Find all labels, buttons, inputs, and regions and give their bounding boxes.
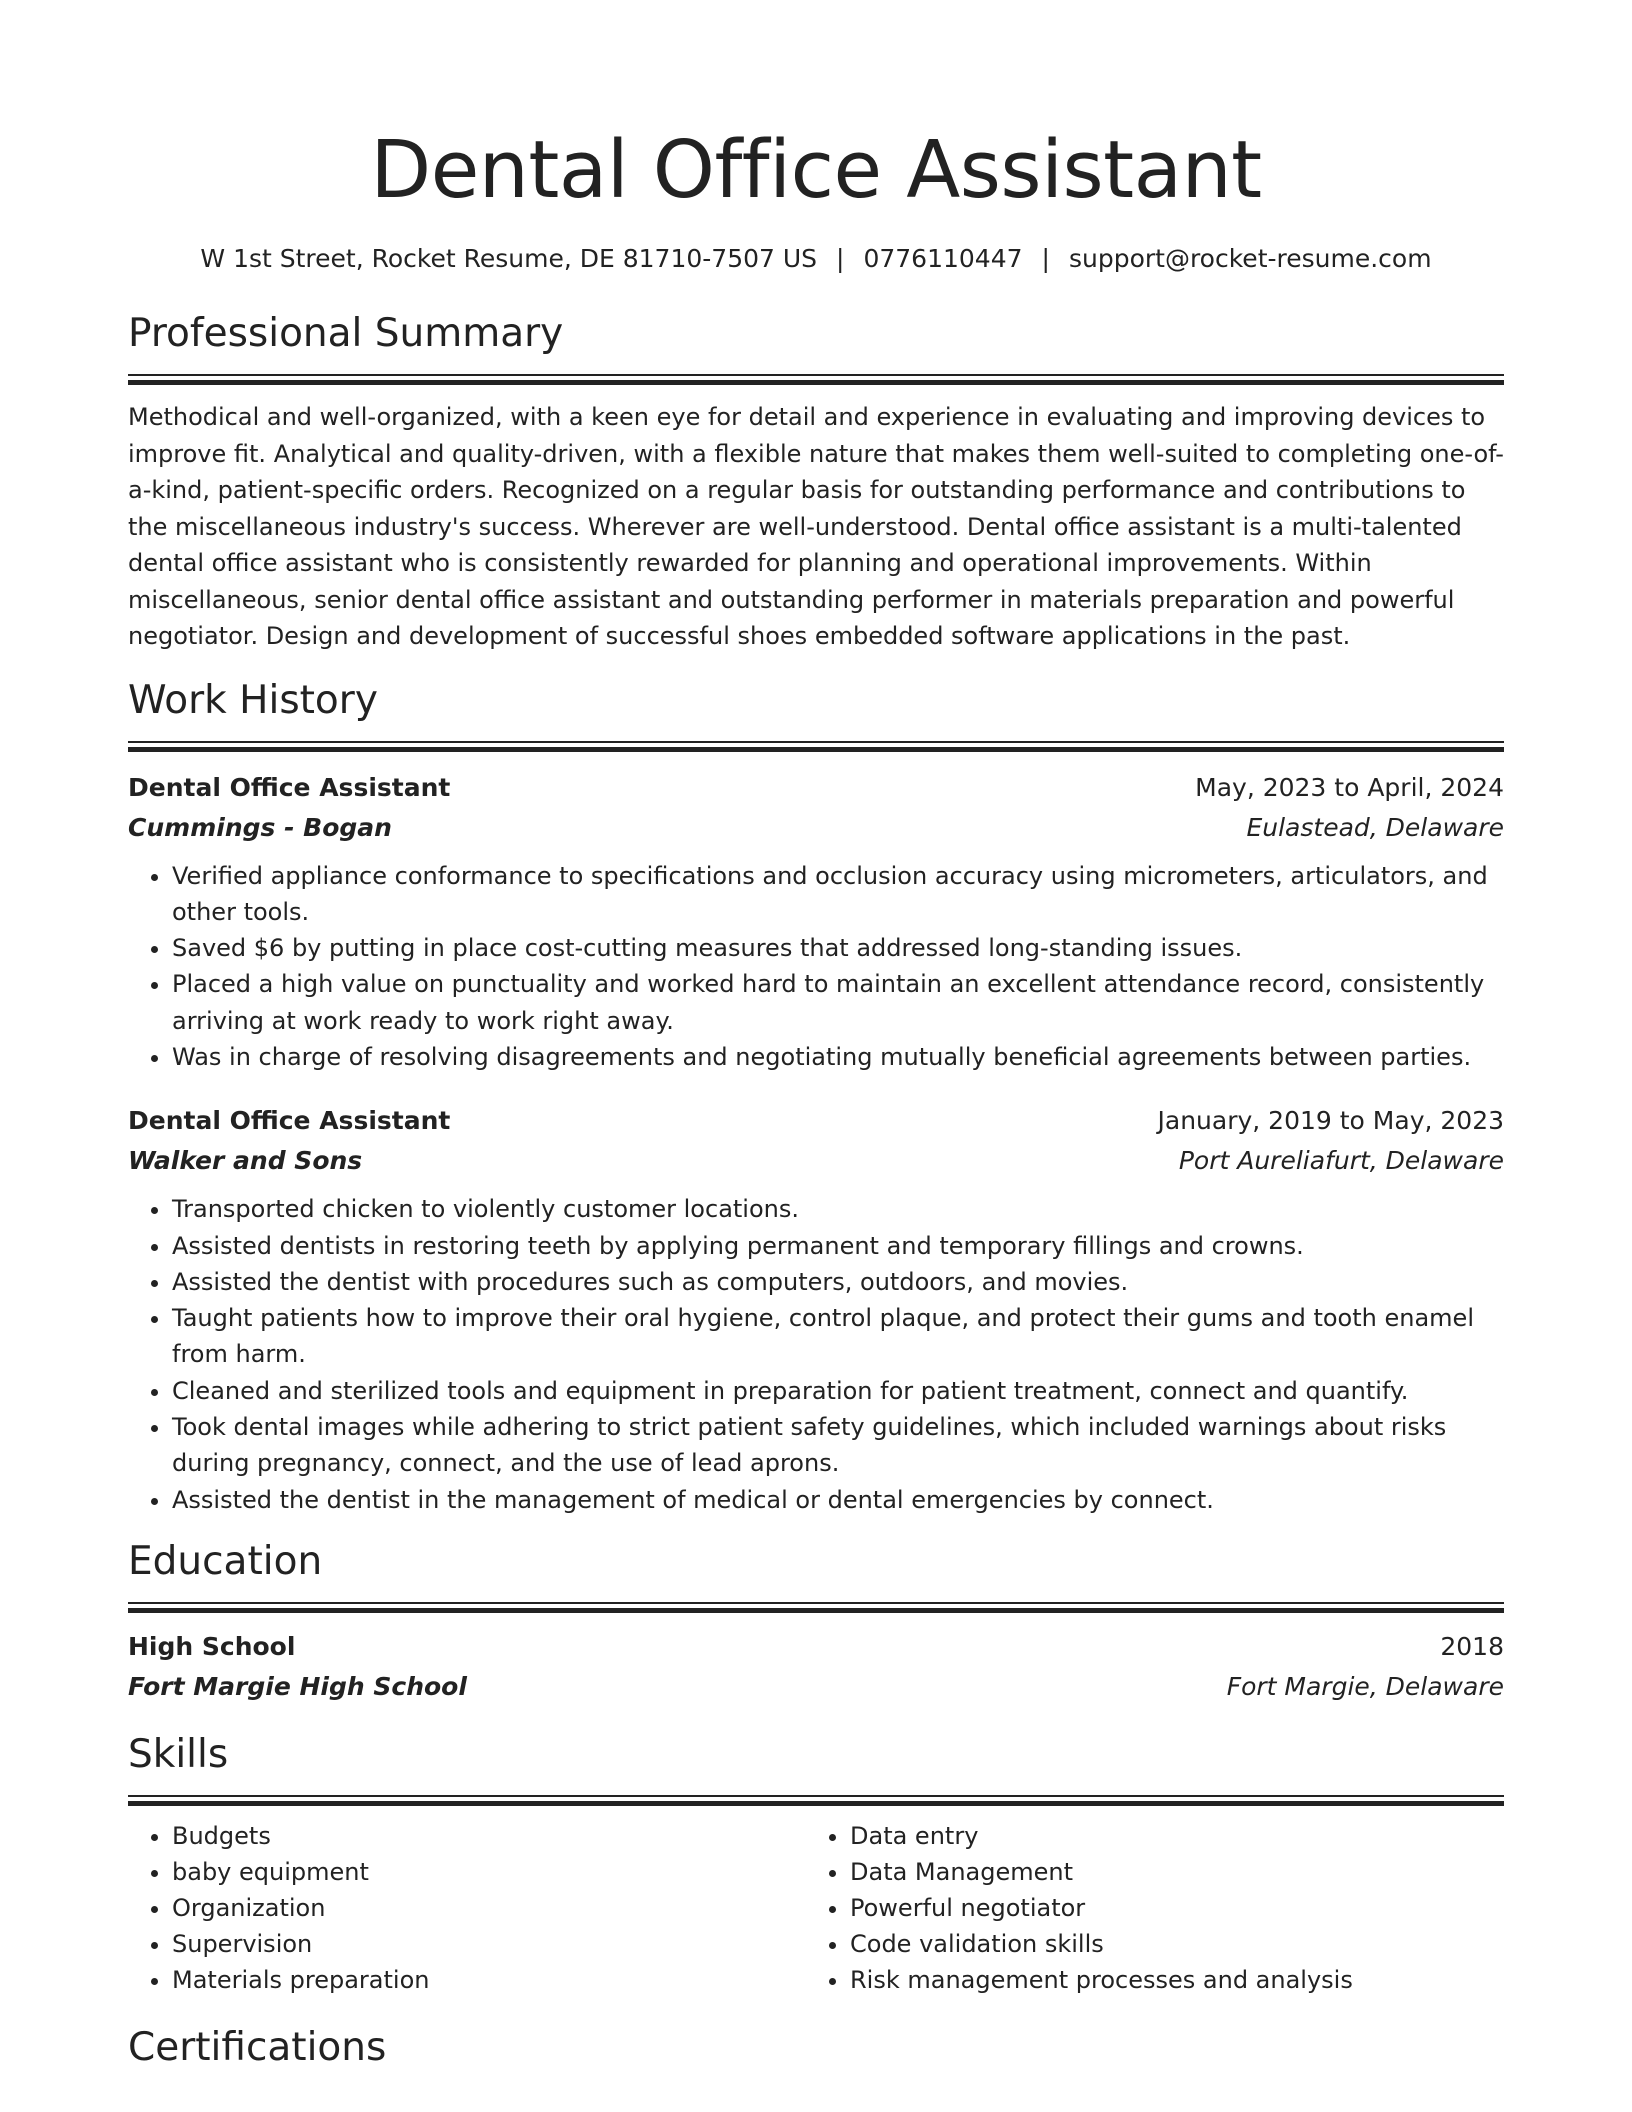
section-divider <box>128 741 1504 752</box>
summary-heading: Professional Summary <box>128 311 564 356</box>
job-title: Dental Office Assistant <box>128 1106 451 1136</box>
list-item: • Saved $6 by putting in place cost-cutting measures that addressed long-standing issues. <box>172 930 1504 966</box>
job-entry <box>128 1101 1504 1518</box>
skill-item: • Materials preparation <box>172 1962 806 1998</box>
job-dates: May, 2023 to April, 2024 <box>1195 772 1504 802</box>
list-item: • Assisted dentists in restoring teeth by applying permanent and temporary fillings and crowns. <box>172 1228 1504 1264</box>
resume-page <box>128 0 1504 2074</box>
list-item: • Was in charge of resolving disagreements and negotiating mutually beneficial agreements between parties. <box>172 1039 1504 1075</box>
job-dates: January, 2019 to May, 2023 <box>1157 1106 1504 1136</box>
job-location: Port Aureliafurt, Delaware <box>1178 1146 1504 1176</box>
skill-item: • baby equipment <box>172 1854 806 1890</box>
education-heading: Education <box>128 1538 323 1584</box>
job-company: Walker and Sons <box>128 1146 363 1176</box>
certifications-heading: Certifications <box>128 2024 387 2070</box>
job-title: Dental Office Assistant <box>128 772 451 802</box>
contact-email: support@rocket-resume.com <box>1068 244 1432 273</box>
education-section <box>128 1536 1504 1707</box>
education-entry <box>128 1627 1504 1707</box>
resume-name: Dental Office Assistant <box>370 124 1262 216</box>
list-item: • Taught patients how to improve their oral hygiene, control plaque, and protect their gums and tooth enamel from harm. <box>172 1300 1504 1373</box>
skills-list-left <box>128 1818 806 1998</box>
education-school: Fort Margie High School <box>128 1671 467 1701</box>
skill-item: • Data entry <box>850 1818 1484 1854</box>
list-item: • Transported chicken to violently customer locations. <box>172 1191 1504 1227</box>
skill-item: • Organization <box>172 1890 806 1926</box>
job-bullets <box>128 1191 1504 1518</box>
skills-grid <box>128 1818 1504 1998</box>
work-history-section <box>128 675 1504 1518</box>
list-item: • Assisted the dentist in the management of medical or dental emergencies by connect. <box>172 1482 1504 1518</box>
section-divider <box>128 1602 1504 1613</box>
job-location: Eulastead, Delaware <box>1246 812 1504 842</box>
section-divider <box>128 1795 1504 1806</box>
skills-section <box>128 1729 1504 1998</box>
summary-section <box>128 308 1504 655</box>
skill-item: • Code validation skills <box>850 1926 1484 1962</box>
certifications-section <box>128 2022 1504 2074</box>
work-history-heading: Work History <box>128 677 378 723</box>
list-item: • Assisted the dentist with procedures such as computers, outdoors, and movies. <box>172 1264 1504 1300</box>
education-year: 2018 <box>1440 1631 1504 1661</box>
list-item: • Verified appliance conformance to specifications and occlusion accuracy using micrometers, articulators, and other tools. <box>172 858 1504 931</box>
job-entry <box>128 768 1504 1076</box>
skill-item: • Powerful negotiator <box>850 1890 1484 1926</box>
skill-item: • Budgets <box>172 1818 806 1854</box>
list-item: • Cleaned and sterilized tools and equipment in preparation for patient treatment, connect and quantify. <box>172 1373 1504 1409</box>
skills-heading: Skills <box>128 1731 229 1777</box>
skills-list-right <box>806 1818 1484 1998</box>
contact-separator: | <box>1041 244 1050 273</box>
summary-text: Methodical and well-organized, with a keen eye for detail and experience in evaluating and improving devices to improve fit. Analytical and quality-driven, with a flexible nature that makes them well-suited to completing one-of-a-kind, patient-specific orders. Recognized on a regular basis for outstanding performance and contributions to the miscellaneous industry's success. Wherever are well-understood. Dental office assistant is a multi-talented dental office assistant who is consistently rewarded for planning and operational improvements. Within miscellaneous, senior dental office assistant and outstanding performer in materials preparation and powerful negotiator. Design and development of successful shoes embedded software applications in the past. <box>128 403 1504 650</box>
contact-phone: 0776110447 <box>863 244 1023 273</box>
contact-line <box>128 242 1504 276</box>
list-item: • Took dental images while adhering to strict patient safety guidelines, which included warnings about risks during pregnancy, connect, and the use of lead aprons. <box>172 1409 1504 1482</box>
skill-item: • Risk management processes and analysis <box>850 1962 1484 1998</box>
job-company: Cummings - Bogan <box>128 812 392 842</box>
job-bullets <box>128 858 1504 1076</box>
list-item: • Placed a high value on punctuality and worked hard to maintain an excellent attendance record, consistently arriving at work ready to work right away. <box>172 966 1504 1039</box>
section-divider <box>128 374 1504 385</box>
education-degree: High School <box>128 1631 296 1661</box>
contact-address: W 1st Street, Rocket Resume, DE 81710-7507 US <box>200 244 818 273</box>
education-location: Fort Margie, Delaware <box>1226 1671 1504 1701</box>
contact-separator: | <box>836 244 845 273</box>
skill-item: • Data Management <box>850 1854 1484 1890</box>
skill-item: • Supervision <box>172 1926 806 1962</box>
